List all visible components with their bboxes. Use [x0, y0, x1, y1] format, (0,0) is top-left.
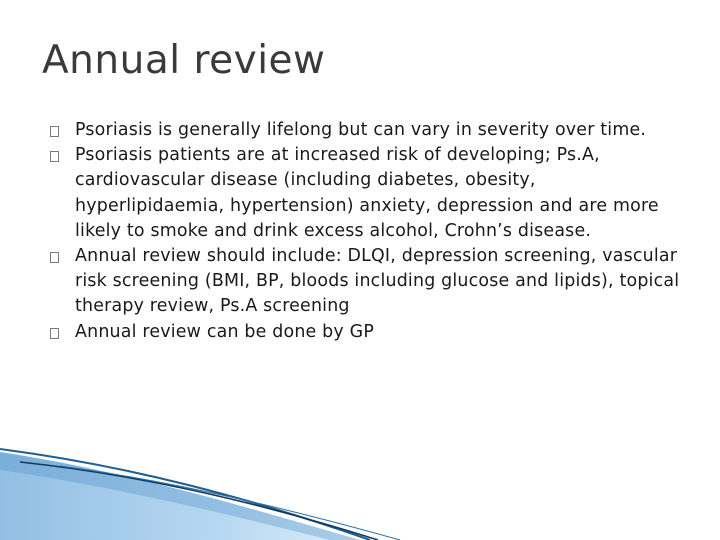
- bullet-text: Annual review should include: DLQI, depression screening, vascular risk screening (BMI, BP, bloods including glucose and lipids), topical therapy review, Ps.A screening: [75, 246, 680, 317]
- bullet-square-icon: [50, 126, 59, 137]
- bullet-list: [50, 118, 690, 345]
- bullet-text: Annual review can be done by GP: [75, 321, 375, 342]
- bullet-square-icon: [50, 328, 59, 339]
- bullet-square-icon: [50, 252, 59, 263]
- bullet-item: [50, 320, 690, 345]
- bullet-item: [50, 118, 690, 143]
- slide-title: Annual review: [42, 38, 326, 83]
- bullet-item: [50, 244, 690, 320]
- bullet-square-icon: [50, 151, 59, 162]
- bullet-text: Psoriasis patients are at increased risk of developing; Ps.A, cardiovascular disease (including diabetes, obesity, hyperlipidaemia, hypertension) anxiety, depression and are more likely to smoke and drink excess alcohol, Crohn’s disease.: [75, 145, 659, 241]
- bullet-text: Psoriasis is generally lifelong but can vary in severity over time.: [75, 120, 647, 140]
- bullet-item: [50, 143, 690, 244]
